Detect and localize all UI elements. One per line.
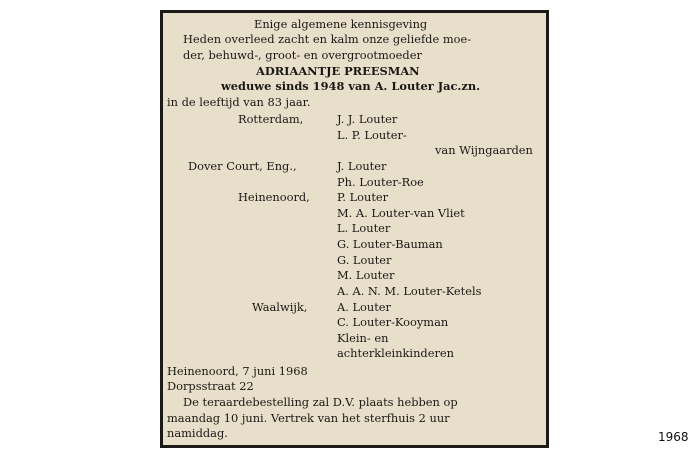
funeral-line-1: De teraardebestelling zal D.V. plaats hebben op [183,395,458,410]
family-member: P. Louter [337,190,389,205]
family-place: Waalwijk, [252,299,308,314]
funeral-line-2: maandag 10 juni. Vertrek van het sterfhuis 2 uur [167,410,450,425]
family-member: M. A. Louter-van Vliet [337,205,465,220]
widow-line: weduwe sinds 1948 van A. Louter Jac.zn. [221,79,481,94]
age-line: in de leeftijd van 83 jaar. [167,94,311,109]
date-line: Heinenoord, 7 juni 1968 [167,363,308,378]
family-member: A. Louter [337,299,391,314]
notice-heading: Enige algemene kennisgeving [254,16,428,31]
family-member: van Wijngaarden [435,143,533,158]
family-member: A. A. N. M. Louter-Ketels [337,283,482,298]
family-member: G. Louter-Bauman [337,237,443,252]
family-member: G. Louter [337,252,392,267]
family-place: Heinenoord, [238,190,310,205]
family-member: achterkleinkinderen [337,346,454,361]
family-member: J. J. Louter [337,112,398,127]
year-caption: 1968 [658,430,689,444]
deceased-name: ADRIAANTJE PREESMAN [256,63,420,78]
family-member: Klein- en [337,330,389,345]
family-member: Ph. Louter-Roe [337,174,424,189]
family-member: J. Louter [337,159,387,174]
family-member: L. Louter [337,221,391,236]
family-member: L. P. Louter- [337,127,407,142]
family-member: M. Louter [337,268,395,283]
death-notice-clipping [160,10,549,448]
family-place: Rotterdam, [238,112,304,127]
family-place: Dover Court, Eng., [188,159,297,174]
family-member: C. Louter-Kooyman [337,315,449,330]
address-line: Dorpsstraat 22 [167,379,254,394]
funeral-line-3: namiddag. [167,426,228,441]
intro-line-2: der, behuwd-, groot- en overgrootmoeder [183,47,422,62]
intro-line-1: Heden overleed zacht en kalm onze geliefde moe- [183,32,472,47]
